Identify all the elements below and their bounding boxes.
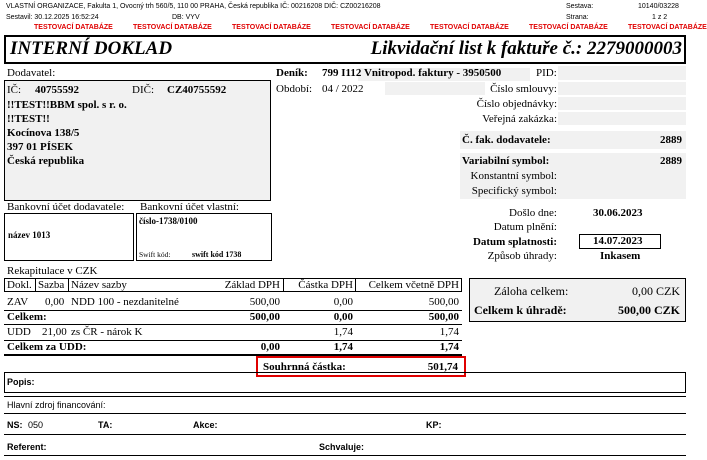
test-banner-item: TESTOVACÍ DATABÁZE [529,24,608,31]
denik-value: 799 I112 Vnitropod. faktury - 3950500 [322,67,502,79]
ns-label: NS: [7,420,23,430]
swift-value: swift kód 1738 [192,250,242,259]
col-header-sazba: Sazba [38,279,65,291]
cislo-smlouvy-label: Číslo smlouvy: [490,83,557,95]
kp-label: KP: [426,420,442,430]
splatnost-value: 14.07.2023 [593,235,643,247]
cislo-objednavky-field [558,97,686,110]
col-header-nazev: Název sazby [71,279,127,291]
row-sazba: 0,00 [45,296,65,308]
strana-label: Strana: [566,14,589,21]
k-uhrade-label: Celkem k úhradě: [474,303,567,317]
bank-supplier-name: název 1013 [8,230,51,240]
supplier-ic-label: IČ: [7,84,22,96]
divider [4,396,686,397]
denik-label: Deník: [276,67,308,79]
swift-label: Swift kód: [139,250,171,259]
row-nazev: NDD 100 - nezdanitelné [71,296,179,308]
supplier-heading: Dodavatel: [7,67,56,79]
supplier-dic-label: DIČ: [132,84,154,96]
test-banner-item: TESTOVACÍ DATABÁZE [331,24,410,31]
test-banner-item: TESTOVACÍ DATABÁZE [133,24,212,31]
row-celkem: 500,00 [428,296,459,308]
referent-label: Referent: [7,442,47,452]
celkem-zaklad: 500,00 [249,311,280,323]
supplier-country: Česká republika [7,155,85,167]
doslo-value: 30.06.2023 [593,207,643,219]
obdobi-value: 04 / 2022 [322,83,364,95]
zdroj-label: Hlavní zdroj financování: [7,400,106,410]
bank-own-number: číslo-1738/0100 [139,216,198,226]
test-banner-item: TESTOVACÍ DATABÁZE [628,24,707,31]
supplier-name-1: !!TEST!!BBM spol. s r. o. [7,99,127,111]
popis-label: Popis: [7,377,35,387]
popis-box [4,372,686,393]
uhrada-value: Inkasem [600,250,641,262]
bank-supplier-heading: Bankovní účet dodavatele: [7,201,125,213]
vs-label: Variabilní symbol: [462,155,550,167]
celkem-label: Celkem: [7,311,47,323]
org-line: VLASTNÍ ORGANIZACE, Fakulta 1, Ovocný trh 560/5, 110 00 PRAHA, Česká republika IČ: 00216208 DIČ: CZ00216208 [6,3,381,10]
splatnost-label: Datum splatnosti: [472,236,557,248]
supplier-street: Kocínova 138/5 [7,127,80,139]
test-banner-item: TESTOVACÍ DATABÁZE [34,24,113,31]
strana-value: 1 z 2 [652,14,668,21]
test-banner-item: TESTOVACÍ DATABÁZE [430,24,509,31]
pid-label: PID: [536,67,557,79]
zaloha-label: Záloha celkem: [494,284,569,298]
celkem-castka: 0,00 [333,311,353,323]
col-header-zaklad: Základ DPH [224,279,280,291]
udd-castka: 1,74 [333,341,353,353]
db-text: DB: VYV [172,14,200,21]
udd-label: Celkem za UDD: [7,341,87,353]
row-nazev: zs ČR - nárok K [71,326,143,338]
supplier-name-2: !!TEST!! [7,113,50,125]
col-divider [68,278,69,292]
col-header-celkem: Celkem včetně DPH [368,279,459,291]
recap-heading: Rekapitulace v CZK [7,265,98,277]
row-dokl: UDD [7,326,31,338]
row-celkem: 1,74 [439,326,459,338]
pid-field [558,66,686,80]
sestava-value: 10140/03228 [638,3,679,10]
verejna-zakazka-label: Veřejná zakázka: [482,113,557,125]
ks-label: Konstantní symbol: [470,170,557,182]
row-zaklad: 500,00 [249,296,280,308]
row-castka: 0,00 [333,296,353,308]
col-divider [35,278,36,292]
supplier-city: 397 01 PÍSEK [7,141,74,153]
divider [4,434,686,435]
cislo-smlouvy-field [558,82,686,95]
k-uhrade-value: 500,00 CZK [617,303,680,317]
sestavil-text: Sestavil: 30.12.2025 16:52:24 [6,14,99,21]
verejna-zakazka-field [558,112,686,125]
col-header-castka: Částka DPH [298,279,353,291]
row-castka: 1,74 [333,326,353,338]
supplier-dic-value: CZ40755592 [167,84,227,96]
zaloha-value: 0,00 CZK [632,284,680,298]
uhrada-label: Způsob úhrady: [487,250,557,262]
row-dokl: ZAV [7,296,29,308]
ns-value: 050 [28,420,44,430]
c-fak-label: Č. fak. dodavatele: [462,134,551,146]
row-sazba: 21,00 [42,326,67,338]
sestava-label: Sestava: [566,3,594,10]
plneni-label: Datum plnění: [493,221,557,233]
celkem-celkem: 500,00 [428,311,459,323]
ta-label: TA: [98,420,113,430]
divider [4,324,462,325]
udd-zaklad: 0,00 [260,341,280,353]
akce-label: Akce: [193,420,218,430]
schvaluje-label: Schvaluje: [319,442,365,452]
test-banner-item: TESTOVACÍ DATABÁZE [232,24,311,31]
ss-label: Specifický symbol: [471,185,557,197]
obdobi-label: Období: [276,83,313,95]
doslo-label: Došlo dne: [509,207,557,219]
divider [4,455,686,456]
supplier-ic-value: 40755592 [35,84,79,96]
vs-value: 2889 [660,155,682,167]
document-type-title: INTERNÍ DOKLAD [10,38,173,59]
souhrnna-label: Souhrnná částka: [263,361,346,373]
cislo-objednavky-label: Číslo objednávky: [476,98,557,110]
col-header-dokl: Dokl. [7,279,32,291]
document-main-title: Likvidační list k faktuře č.: 2279000003 [370,38,682,59]
bank-own-heading: Bankovní účet vlastní: [140,201,239,213]
udd-celkem: 1,74 [439,341,459,353]
c-fak-value: 2889 [660,134,682,146]
divider [4,413,686,414]
souhrnna-value: 501,74 [427,361,458,373]
